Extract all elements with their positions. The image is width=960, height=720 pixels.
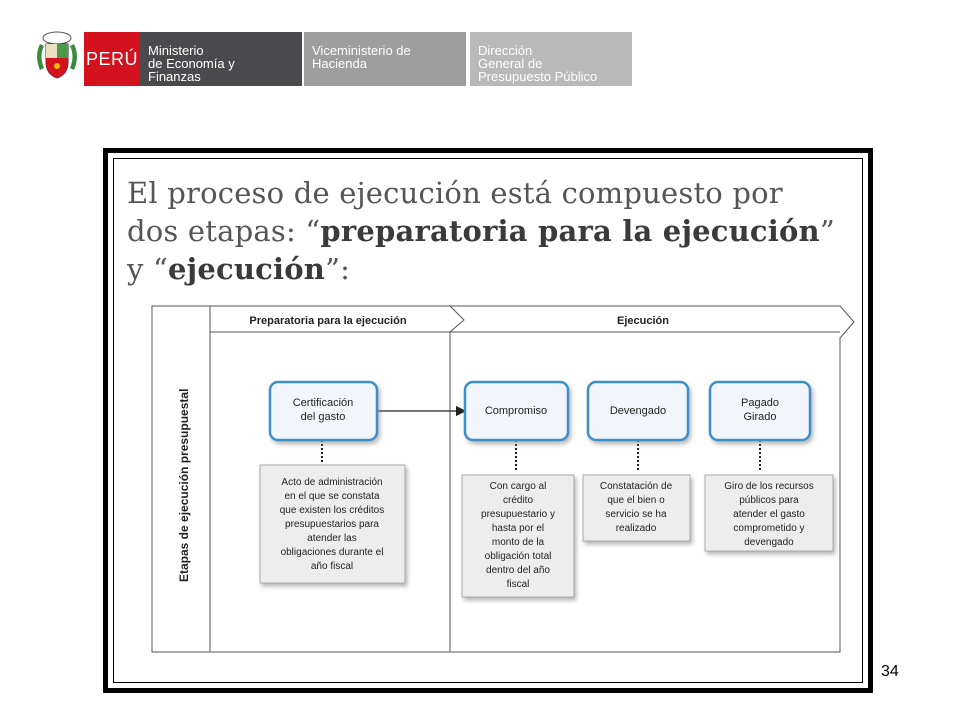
note-line: Acto de administración (281, 477, 383, 488)
directorate-line: Presupuesto Público (478, 69, 598, 84)
note-line: públicos para (739, 495, 799, 506)
step-label: Pagado (741, 397, 779, 409)
note-devengado (583, 475, 690, 541)
note-line: dentro del año (486, 565, 550, 576)
note-line: Con cargo al (489, 481, 547, 492)
note-line: Constatación de (599, 481, 673, 492)
note-line: atender el gasto (733, 509, 805, 520)
note-line: realizado (615, 523, 657, 534)
step-certificacion (270, 382, 377, 440)
note-line: presupuestario y (481, 509, 555, 520)
note-line: devengado (744, 537, 794, 548)
ministry-line: Ministerio (148, 43, 204, 58)
page-number: 34 (881, 663, 899, 680)
directorate-line: General de (478, 56, 543, 71)
vertical-stage-label: Etapas de ejecución presupuestal (177, 388, 191, 582)
note-line: fiscal (506, 579, 530, 590)
step-compromiso (465, 382, 568, 440)
note-line: Giro de los recursos (724, 481, 814, 492)
peru-badge: PERÚ (84, 32, 140, 86)
note-line: obligación total (484, 551, 552, 562)
step-label: del gasto (300, 411, 346, 423)
note-line: crédito (502, 495, 534, 506)
note-line: que existen los créditos (279, 505, 385, 516)
note-line: monto de la (491, 537, 545, 548)
phase-preparatoria-label: Preparatoria para la ejecución (249, 315, 407, 327)
title-line-1: El proceso de ejecución está compuesto por (127, 176, 783, 210)
viceministry-line: Hacienda (312, 56, 367, 71)
ministry-line: de Economía y (148, 56, 235, 71)
step-label: Certificación (292, 397, 354, 409)
step-devengado (588, 382, 688, 440)
step-label: Compromiso (484, 405, 548, 417)
note-certificacion (260, 465, 405, 583)
directorate-line: Dirección (478, 43, 533, 58)
step-label: Girado (743, 411, 777, 423)
note-line: presupuestarios para (285, 519, 379, 530)
step-label: Devengado (609, 405, 667, 417)
note-compromiso (462, 475, 574, 597)
note-line: atender las (307, 533, 357, 544)
note-line: hasta por el (491, 523, 545, 534)
ministry-line: Finanzas (148, 69, 201, 84)
title-line-3: y “ejecución”: (127, 252, 351, 286)
title-line-2: dos etapas: “preparatoria para la ejecución” (127, 214, 835, 248)
note-line: año fiscal (310, 561, 354, 572)
note-line: comprometido y (733, 523, 805, 534)
note-line: servicio se ha (605, 509, 667, 520)
phase-ejecucion-label: Ejecución (617, 315, 669, 327)
note-line: que el bien o (607, 495, 665, 506)
note-line: en el que se constata (284, 491, 380, 502)
note-line: obligaciones durante el (280, 547, 384, 558)
step-pagado-girado (710, 382, 810, 440)
note-pagado-girado (705, 475, 833, 551)
viceministry-line: Viceministerio de (312, 43, 411, 58)
